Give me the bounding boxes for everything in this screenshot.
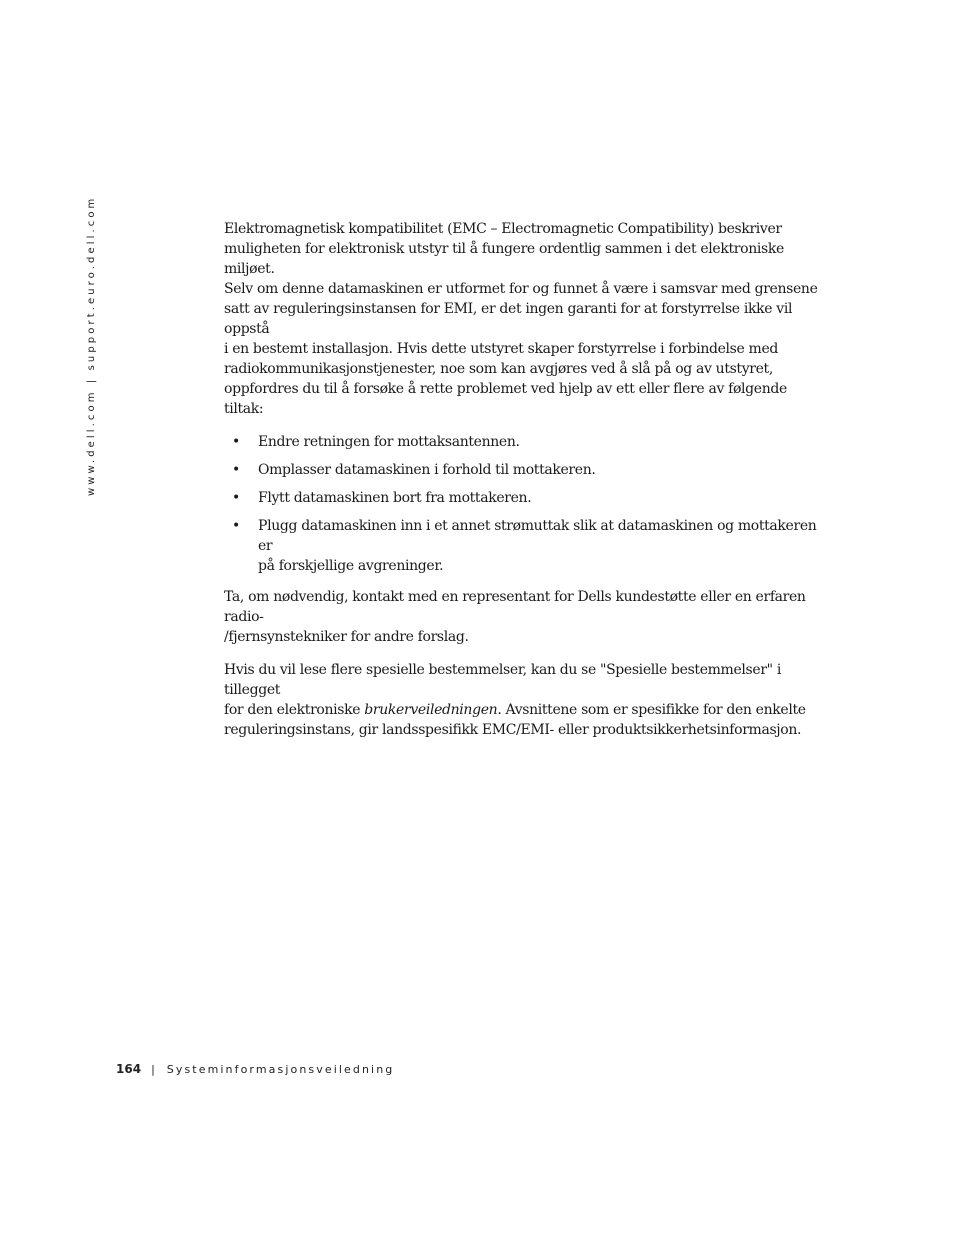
- paragraph-contact-support: [224, 587, 824, 647]
- list-item-text: på forskjellige avgreninger.: [258, 558, 444, 574]
- list-item-text: Plugg datamaskinen inn i et annet strømuttak slik at datamaskinen og mottakeren er: [258, 518, 817, 554]
- text-line: Hvis du vil lese flere spesielle bestemmelser, kan du se "Spesielle bestemmelser" i tillegget: [224, 662, 781, 698]
- footer-title: Systeminformasjonsveiledning: [166, 1063, 395, 1076]
- list-item: [224, 460, 824, 480]
- page-footer: [116, 1062, 394, 1076]
- italic-term: brukerveiledningen: [364, 702, 498, 718]
- list-item-text: Endre retningen for mottaksantennen.: [258, 434, 520, 450]
- list-item: [224, 432, 824, 452]
- paragraph-special-regulations: [224, 660, 824, 740]
- text-line: /fjernsynstekniker for andre forslag.: [224, 629, 469, 645]
- main-content: [224, 219, 824, 740]
- text-line: Elektromagnetisk kompatibilitet (EMC – Electromagnetic Compatibility) beskriver: [224, 221, 782, 237]
- paragraph-emc-intro: [224, 219, 824, 419]
- text-line: satt av reguleringsinstansen for EMI, er det ingen garanti for at forstyrrelse ikke vil oppstå: [224, 301, 793, 337]
- footer-separator: |: [151, 1063, 155, 1076]
- text-line: Selv om denne datamaskinen er utformet for og funnet å være i samsvar med grensene: [224, 281, 818, 297]
- bullet-list: [224, 432, 824, 576]
- text-line: muligheten for elektronisk utstyr til å fungere ordentlig sammen i det elektroniske miljøet.: [224, 241, 784, 277]
- text-line: i en bestemt installasjon. Hvis dette utstyret skaper forstyrrelse i forbindelse med: [224, 341, 779, 357]
- bullet-icon: •: [232, 462, 240, 478]
- text-line: Ta, om nødvendig, kontakt med en representant for Dells kundestøtte eller en erfaren radio-: [224, 589, 806, 625]
- list-item: [224, 516, 824, 576]
- text-line: reguleringsinstans, gir landsspesifikk EMC/EMI- eller produktsikkerhetsinformasjon.: [224, 722, 802, 738]
- list-item: [224, 488, 824, 508]
- side-url: www.dell.com | support.euro.dell.com: [86, 195, 97, 496]
- text-line: radiokommunikasjonstjenester, noe som kan avgjøres ved å slå på og av utstyret,: [224, 361, 773, 377]
- text-line: . Avsnittene som er spesifikke for den enkelte: [497, 702, 806, 718]
- bullet-icon: •: [232, 434, 240, 450]
- text-line: for den elektroniske: [224, 702, 365, 718]
- bullet-icon: •: [232, 518, 240, 534]
- list-item-text: Flytt datamaskinen bort fra mottakeren.: [258, 490, 532, 506]
- text-line: oppfordres du til å forsøke å rette problemet ved hjelp av ett eller flere av følgende tiltak:: [224, 381, 787, 417]
- list-item-text: Omplasser datamaskinen i forhold til mottakeren.: [258, 462, 596, 478]
- page-number: 164: [116, 1062, 142, 1076]
- bullet-icon: •: [232, 490, 240, 506]
